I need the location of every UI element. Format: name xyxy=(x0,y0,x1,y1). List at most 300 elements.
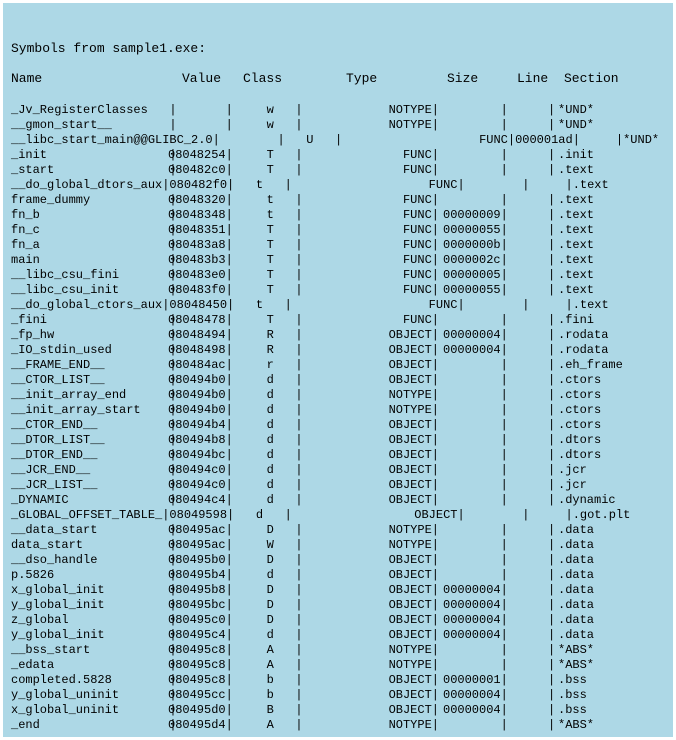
table-row xyxy=(3,613,673,628)
symbol-value: 080484ac| xyxy=(168,358,233,372)
symbol-class: r | xyxy=(245,358,303,372)
symbol-class: T | xyxy=(245,268,303,282)
symbol-section: .ctors xyxy=(558,373,602,387)
header-class: Class xyxy=(243,71,283,86)
symbol-type: NOTYPE| xyxy=(388,643,439,657)
symbol-type: OBJECT| xyxy=(388,373,439,387)
symbol-section: .data xyxy=(558,523,595,537)
symbol-value: 080495d0| xyxy=(168,703,233,717)
symbol-class: b | xyxy=(245,673,303,687)
symbol-line: | xyxy=(512,553,556,567)
table-row xyxy=(3,538,673,553)
symbol-class: t | xyxy=(245,193,303,207)
symbol-value: 080495b0| xyxy=(168,553,233,567)
symbol-value: 08048320| xyxy=(168,193,233,207)
symbol-line: | xyxy=(512,658,556,672)
symbol-value: 080482c0| xyxy=(168,163,233,177)
symbol-line: | xyxy=(512,238,556,252)
symbol-size: 00000004| xyxy=(443,343,508,357)
symbol-line: | xyxy=(512,208,556,222)
symbol-section: .text xyxy=(558,238,595,252)
table-row xyxy=(3,388,673,403)
table-row xyxy=(3,523,673,538)
symbol-size: 00000004| xyxy=(443,628,508,642)
table-row xyxy=(3,463,673,478)
symbol-size: 00000004| xyxy=(443,583,508,597)
symbol-line: | xyxy=(512,523,556,537)
symbol-type: FUNC| xyxy=(402,253,439,267)
symbol-line: | xyxy=(512,463,556,477)
symbol-value: 08048498| xyxy=(168,343,233,357)
symbol-type: NOTYPE| xyxy=(388,103,439,117)
table-row xyxy=(3,658,673,673)
symbol-size: | xyxy=(443,403,508,417)
symbol-class: B | xyxy=(245,703,303,717)
symbol-name: data_start | xyxy=(11,538,177,552)
symbol-section: *ABS* xyxy=(558,718,595,732)
symbol-value: 080494b0| xyxy=(168,388,233,402)
symbol-value: 080495c0| xyxy=(168,613,233,627)
symbol-type: FUNC| xyxy=(402,148,439,162)
symbol-class: d | xyxy=(245,388,303,402)
symbol-size: | xyxy=(443,373,508,387)
symbol-name: __init_array_end | xyxy=(11,388,177,402)
table-row xyxy=(3,688,673,703)
symbol-type: OBJECT| xyxy=(388,478,439,492)
symbol-size: | xyxy=(443,478,508,492)
symbol-section: .dynamic xyxy=(558,493,616,507)
symbol-line: | xyxy=(512,193,556,207)
table-row xyxy=(3,673,673,688)
symbol-section: .text xyxy=(558,208,595,222)
symbol-class: T | xyxy=(245,163,303,177)
symbol-line: | xyxy=(512,403,556,417)
header-value: Value xyxy=(182,71,222,86)
symbol-name: main | xyxy=(11,253,177,267)
symbol-value: 080494b0| xyxy=(168,403,233,417)
symbol-value: 080495c8| xyxy=(168,673,233,687)
symbol-value: 080483a8| xyxy=(168,238,233,252)
symbol-value: 080494b4| xyxy=(168,418,233,432)
symbol-value: 080494c4| xyxy=(168,493,233,507)
symbol-size: | xyxy=(443,163,508,177)
symbol-value: 080483b3| xyxy=(168,253,233,267)
symbol-value: 080483e0| xyxy=(168,268,233,282)
row-text: __libc_start_main@@GLIBC_2.0| | U | FUNC|000001ad| |*UND* xyxy=(11,133,660,147)
symbol-line: | xyxy=(512,328,556,342)
symbol-line: | xyxy=(512,253,556,267)
symbol-size: | xyxy=(443,358,508,372)
symbol-line: | xyxy=(512,598,556,612)
symbol-line: | xyxy=(512,478,556,492)
symbol-size: 00000001| xyxy=(443,673,508,687)
symbol-size: 0000002c| xyxy=(443,253,508,267)
symbol-type: OBJECT| xyxy=(388,448,439,462)
symbol-class: d | xyxy=(245,403,303,417)
symbol-class: D | xyxy=(245,553,303,567)
table-row xyxy=(3,448,673,463)
table-row xyxy=(3,703,673,718)
symbol-name: __FRAME_END__ | xyxy=(11,358,177,372)
symbol-value: 080495c4| xyxy=(168,628,233,642)
symbol-class: w | xyxy=(245,118,303,132)
symbol-value: | xyxy=(168,118,233,132)
symbol-name: p.5826 | xyxy=(11,568,177,582)
table-row xyxy=(3,148,673,163)
symbol-name: __bss_start | xyxy=(11,643,177,657)
symbol-class: d | xyxy=(245,568,303,582)
table-row xyxy=(3,313,673,328)
symbol-type: FUNC| xyxy=(402,268,439,282)
symbol-name: __CTOR_LIST__ | xyxy=(11,373,177,387)
symbol-size: | xyxy=(443,103,508,117)
symbol-section: *UND* xyxy=(558,118,595,132)
table-row xyxy=(3,163,673,178)
symbol-section: .bss xyxy=(558,688,587,702)
symbol-name: __libc_csu_init | xyxy=(11,283,177,297)
symbol-type: OBJECT| xyxy=(388,553,439,567)
symbol-name: fn_c | xyxy=(11,223,177,237)
symbol-class: D | xyxy=(245,598,303,612)
symbol-name: _fp_hw | xyxy=(11,328,177,342)
symbol-name: __DTOR_END__ | xyxy=(11,448,177,462)
row-text: _GLOBAL_OFFSET_TABLE_|08049598| d | OBJECT| | |.got.plt xyxy=(11,508,631,522)
symbol-type: OBJECT| xyxy=(388,343,439,357)
symbol-section: .data xyxy=(558,538,595,552)
table-row xyxy=(3,373,673,388)
symbol-class: w | xyxy=(245,103,303,117)
table-row xyxy=(3,403,673,418)
symbol-size: 00000009| xyxy=(443,208,508,222)
symbol-class: A | xyxy=(245,718,303,732)
table-row xyxy=(3,103,673,118)
symbol-section: .bss xyxy=(558,673,587,687)
symbol-type: OBJECT| xyxy=(388,328,439,342)
symbol-class: b | xyxy=(245,688,303,702)
symbol-section: .jcr xyxy=(558,478,587,492)
symbol-section: .text xyxy=(558,163,595,177)
symbol-size: 00000055| xyxy=(443,283,508,297)
symbol-name: _fini | xyxy=(11,313,177,327)
symbol-value: 080495cc| xyxy=(168,688,233,702)
symbol-section: .bss xyxy=(558,703,587,717)
symbol-value: 080495bc| xyxy=(168,598,233,612)
table-row xyxy=(3,328,673,343)
symbol-line: | xyxy=(512,448,556,462)
table-row xyxy=(3,283,673,298)
symbol-line: | xyxy=(512,688,556,702)
symbol-type: NOTYPE| xyxy=(388,118,439,132)
table-row xyxy=(3,268,673,283)
symbol-type: NOTYPE| xyxy=(388,538,439,552)
symbol-class: T | xyxy=(245,223,303,237)
symbol-name: __dso_handle | xyxy=(11,553,177,567)
symbol-value: 080483f0| xyxy=(168,283,233,297)
symbol-value: 08048254| xyxy=(168,148,233,162)
table-row xyxy=(3,643,673,658)
table-row xyxy=(3,223,673,238)
symbol-name: fn_a | xyxy=(11,238,177,252)
symbol-class: T | xyxy=(245,313,303,327)
table-row xyxy=(3,298,673,313)
symbol-section: .jcr xyxy=(558,463,587,477)
symbol-name: __init_array_start | xyxy=(11,403,177,417)
symbol-section: .ctors xyxy=(558,388,602,402)
symbol-name: x_global_uninit | xyxy=(11,703,177,717)
symbol-size: | xyxy=(443,433,508,447)
symbol-class: d | xyxy=(245,493,303,507)
symbol-size: | xyxy=(443,118,508,132)
symbol-class: d | xyxy=(245,433,303,447)
symbol-line: | xyxy=(512,268,556,282)
symbol-class: d | xyxy=(245,448,303,462)
symbol-name: __libc_csu_fini | xyxy=(11,268,177,282)
symbol-size: | xyxy=(443,448,508,462)
symbol-type: NOTYPE| xyxy=(388,403,439,417)
symbol-section: *UND* xyxy=(558,103,595,117)
symbol-line: | xyxy=(512,283,556,297)
symbol-name: completed.5828 | xyxy=(11,673,177,687)
symbol-name: y_global_init | xyxy=(11,628,177,642)
table-row xyxy=(3,238,673,253)
symbol-name: _edata | xyxy=(11,658,177,672)
symbol-line: | xyxy=(512,118,556,132)
symbol-value: 080495d4| xyxy=(168,718,233,732)
symbol-line: | xyxy=(512,433,556,447)
symbol-type: OBJECT| xyxy=(388,688,439,702)
symbol-line: | xyxy=(512,373,556,387)
symbol-name: fn_b | xyxy=(11,208,177,222)
symbol-class: d | xyxy=(245,418,303,432)
symbol-name: __JCR_LIST__ | xyxy=(11,478,177,492)
symbol-size: 0000000b| xyxy=(443,238,508,252)
symbol-value: 08048494| xyxy=(168,328,233,342)
symbol-name: _Jv_RegisterClasses | xyxy=(11,103,177,117)
symbol-section: *ABS* xyxy=(558,658,595,672)
row-text: __do_global_ctors_aux|08048450| t | FUNC| | |.text xyxy=(11,298,609,312)
symbol-value: 080495ac| xyxy=(168,538,233,552)
symbol-name: __data_start | xyxy=(11,523,177,537)
symbol-name: __JCR_END__ | xyxy=(11,463,177,477)
symbol-line: | xyxy=(512,358,556,372)
symbol-class: t | xyxy=(245,208,303,222)
symbol-name: y_global_uninit | xyxy=(11,688,177,702)
symbol-size: 00000004| xyxy=(443,328,508,342)
symbol-size: 00000004| xyxy=(443,613,508,627)
table-row xyxy=(3,253,673,268)
table-row xyxy=(3,718,673,733)
symbol-line: | xyxy=(512,418,556,432)
symbol-line: | xyxy=(512,643,556,657)
symbol-size: | xyxy=(443,148,508,162)
symbol-type: FUNC| xyxy=(402,238,439,252)
symbol-value: 080494b0| xyxy=(168,373,233,387)
symbol-type: OBJECT| xyxy=(388,628,439,642)
symbol-section: .eh_frame xyxy=(558,358,623,372)
table-row xyxy=(3,208,673,223)
symbol-value: 08048478| xyxy=(168,313,233,327)
symbol-type: FUNC| xyxy=(402,163,439,177)
symbol-type: OBJECT| xyxy=(388,613,439,627)
symbol-value: 080495ac| xyxy=(168,523,233,537)
symbol-section: .ctors xyxy=(558,418,602,432)
symbol-name: _init | xyxy=(11,148,177,162)
table-row xyxy=(3,553,673,568)
symbol-value: 08048348| xyxy=(168,208,233,222)
symbol-name: _start | xyxy=(11,163,177,177)
symbol-class: R | xyxy=(245,343,303,357)
symbol-value: 080495c8| xyxy=(168,658,233,672)
symbol-value: 080495b8| xyxy=(168,583,233,597)
symbol-size: | xyxy=(443,658,508,672)
symbol-size: | xyxy=(443,553,508,567)
symbol-name: frame_dummy | xyxy=(11,193,177,207)
terminal-output-panel xyxy=(3,3,673,737)
symbol-value: 080494c0| xyxy=(168,463,233,477)
symbol-type: FUNC| xyxy=(402,193,439,207)
symbol-type: OBJECT| xyxy=(388,598,439,612)
header-type: Type xyxy=(346,71,378,86)
symbol-class: D | xyxy=(245,613,303,627)
symbol-class: A | xyxy=(245,658,303,672)
symbol-section: .data xyxy=(558,613,595,627)
symbol-table xyxy=(3,103,673,733)
symbol-type: OBJECT| xyxy=(388,583,439,597)
symbol-value: | xyxy=(168,103,233,117)
table-row xyxy=(3,178,673,193)
symbol-section: *ABS* xyxy=(558,643,595,657)
symbol-size: | xyxy=(443,418,508,432)
symbol-size: | xyxy=(443,718,508,732)
symbol-line: | xyxy=(512,148,556,162)
symbol-class: A | xyxy=(245,643,303,657)
symbol-section: .fini xyxy=(558,313,595,327)
symbol-section: .data xyxy=(558,628,595,642)
symbol-name: x_global_init | xyxy=(11,583,177,597)
symbol-line: | xyxy=(512,673,556,687)
symbol-type: FUNC| xyxy=(402,208,439,222)
symbol-type: FUNC| xyxy=(402,223,439,237)
symbol-line: | xyxy=(512,538,556,552)
symbol-value: 080494c0| xyxy=(168,478,233,492)
header-section: Section xyxy=(564,71,619,86)
header-size: Size xyxy=(447,71,479,86)
header-name: Name xyxy=(11,71,43,86)
symbol-section: .rodata xyxy=(558,343,609,357)
symbol-type: OBJECT| xyxy=(388,673,439,687)
symbol-name: _end | xyxy=(11,718,177,732)
symbol-type: NOTYPE| xyxy=(388,523,439,537)
symbol-value: 08048351| xyxy=(168,223,233,237)
symbol-line: | xyxy=(512,163,556,177)
symbol-size: 00000004| xyxy=(443,598,508,612)
symbol-name: __CTOR_END__ | xyxy=(11,418,177,432)
symbol-size: 00000004| xyxy=(443,703,508,717)
symbol-line: | xyxy=(512,103,556,117)
symbol-line: | xyxy=(512,343,556,357)
symbol-size: 00000055| xyxy=(443,223,508,237)
symbol-value: 080495c8| xyxy=(168,643,233,657)
symbol-section: .text xyxy=(558,193,595,207)
table-row xyxy=(3,193,673,208)
table-row xyxy=(3,358,673,373)
symbol-line: | xyxy=(512,313,556,327)
symbol-class: d | xyxy=(245,628,303,642)
symbol-section: .data xyxy=(558,568,595,582)
table-row xyxy=(3,628,673,643)
table-row xyxy=(3,118,673,133)
symbol-section: .rodata xyxy=(558,328,609,342)
symbol-section: .text xyxy=(558,253,595,267)
symbol-line: | xyxy=(512,718,556,732)
symbol-size: | xyxy=(443,463,508,477)
symbol-name: _IO_stdin_used | xyxy=(11,343,177,357)
symbol-class: W | xyxy=(245,538,303,552)
symbol-class: T | xyxy=(245,238,303,252)
row-text: __do_global_dtors_aux|080482f0| t | FUNC| | |.text xyxy=(11,178,609,192)
symbol-type: OBJECT| xyxy=(388,568,439,582)
symbol-class: T | xyxy=(245,253,303,267)
symbol-class: d | xyxy=(245,373,303,387)
symbol-class: D | xyxy=(245,523,303,537)
symbol-line: | xyxy=(512,568,556,582)
symbol-section: .text xyxy=(558,268,595,282)
symbol-value: 080494bc| xyxy=(168,448,233,462)
symbol-class: T | xyxy=(245,283,303,297)
symbol-type: NOTYPE| xyxy=(388,388,439,402)
symbol-class: R | xyxy=(245,328,303,342)
symbol-size: | xyxy=(443,493,508,507)
symbol-line: | xyxy=(512,613,556,627)
symbol-name: __DTOR_LIST__ | xyxy=(11,433,177,447)
symbol-name: y_global_init | xyxy=(11,598,177,612)
symbol-line: | xyxy=(512,583,556,597)
symbol-class: d | xyxy=(245,463,303,477)
symbol-section: .data xyxy=(558,598,595,612)
symbol-type: OBJECT| xyxy=(388,493,439,507)
symbol-size: 00000004| xyxy=(443,688,508,702)
table-row xyxy=(3,478,673,493)
symbol-section: .dtors xyxy=(558,433,602,447)
symbol-type: NOTYPE| xyxy=(388,718,439,732)
table-row xyxy=(3,583,673,598)
symbol-size: | xyxy=(443,193,508,207)
table-row xyxy=(3,493,673,508)
symbol-line: | xyxy=(512,628,556,642)
symbol-section: .ctors xyxy=(558,403,602,417)
symbol-type: FUNC| xyxy=(402,283,439,297)
symbol-size: | xyxy=(443,538,508,552)
symbol-size: | xyxy=(443,643,508,657)
table-row xyxy=(3,343,673,358)
symbol-name: __gmon_start__ | xyxy=(11,118,177,132)
symbol-name: _DYNAMIC | xyxy=(11,493,177,507)
symbol-line: | xyxy=(512,223,556,237)
symbol-size: 00000005| xyxy=(443,268,508,282)
header-line: Line xyxy=(517,71,549,86)
symbol-type: OBJECT| xyxy=(388,418,439,432)
symbol-class: d | xyxy=(245,478,303,492)
symbol-section: .data xyxy=(558,583,595,597)
symbol-section: .data xyxy=(558,553,595,567)
symbol-size: | xyxy=(443,388,508,402)
symbol-line: | xyxy=(512,388,556,402)
symbol-type: NOTYPE| xyxy=(388,658,439,672)
symbol-section: .dtors xyxy=(558,448,602,462)
symbol-value: 080495b4| xyxy=(168,568,233,582)
symbol-size: | xyxy=(443,313,508,327)
symbol-size: | xyxy=(443,568,508,582)
